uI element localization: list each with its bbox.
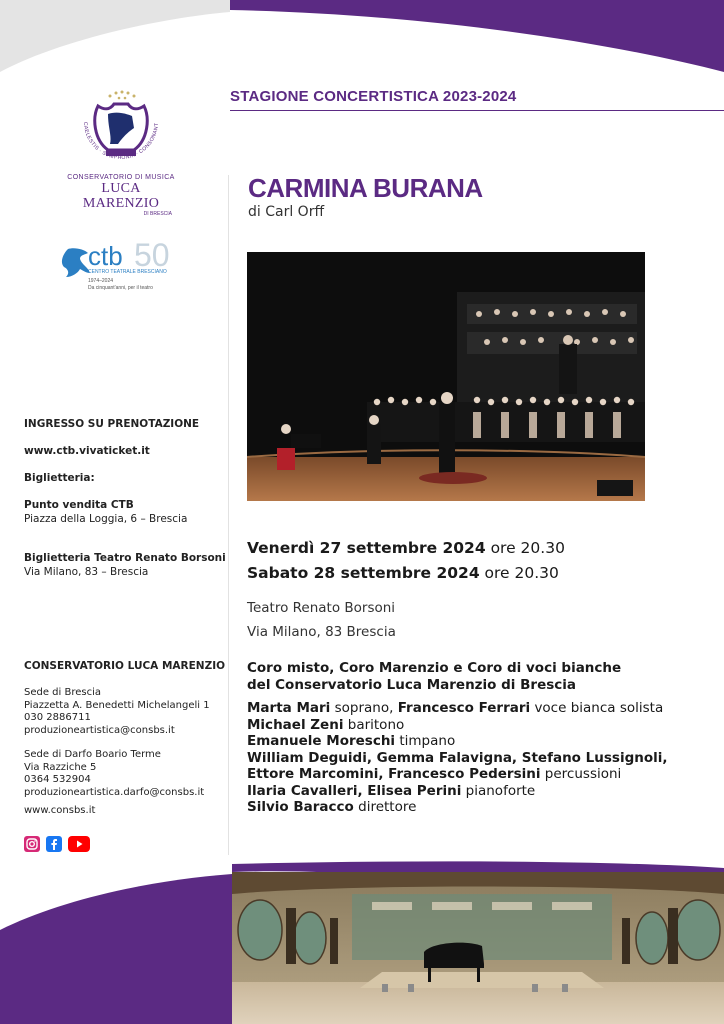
brescia-phone: 030 2886711 bbox=[24, 712, 91, 723]
venue-address: Via Milano, 83 Brescia bbox=[247, 624, 396, 640]
hall-photo bbox=[232, 872, 724, 1024]
date-1-time: ore 20.30 bbox=[490, 539, 565, 557]
contacts-heading: CONSERVATORIO LUCA MARENZIO bbox=[24, 660, 226, 672]
performers-list bbox=[247, 700, 717, 816]
darfo-label: Sede di Darfo Boario Terme bbox=[24, 749, 161, 760]
composer: di Carl Orff bbox=[248, 204, 325, 220]
darfo-contacts bbox=[24, 749, 204, 799]
performer-role: percussioni bbox=[544, 766, 622, 782]
performer-line bbox=[247, 717, 717, 734]
performer-role: pianoforte bbox=[465, 782, 536, 799]
ctb-name: ctb bbox=[88, 241, 123, 271]
choir-line-1: Coro misto, Coro Marenzio e Coro di voci bianche bbox=[247, 660, 622, 676]
box-office-label: Biglietteria: bbox=[24, 472, 95, 484]
performer-name: Ilaria Cavalleri, Elisea Perini bbox=[247, 782, 462, 799]
point1-address: Piazza della Loggia, 6 – Brescia bbox=[24, 512, 188, 525]
facebook-icon[interactable] bbox=[46, 836, 62, 852]
booking-website-link[interactable]: www.ctb.vivaticket.it bbox=[24, 445, 150, 457]
logo-line1: CONSERVATORIO DI MUSICA bbox=[67, 174, 175, 181]
performer-name: Ettore Marcomini, Francesco Pedersini bbox=[247, 766, 541, 782]
frescoed-hall-illustration bbox=[232, 872, 724, 1024]
performer-name: Michael Zeni bbox=[247, 716, 344, 733]
brescia-address: Piazzetta A. Benedetti Michelangeli 1 bbox=[24, 699, 210, 711]
date-line-1 bbox=[247, 539, 565, 557]
ctb-years: 1974–2024 bbox=[88, 278, 114, 284]
performer-role: timpano bbox=[399, 733, 456, 749]
point2-name: Biglietteria Teatro Renato Borsoni bbox=[24, 552, 226, 564]
performer-role: direttore bbox=[358, 799, 417, 815]
performer-line bbox=[247, 766, 717, 783]
concert-photo bbox=[247, 252, 645, 501]
date-2-day: Sabato 28 settembre 2024 bbox=[247, 564, 480, 582]
header-rule bbox=[230, 110, 724, 111]
darfo-address: Via Razziche 5 bbox=[24, 761, 97, 773]
performer-line bbox=[247, 799, 717, 816]
venue-name: Teatro Renato Borsoni bbox=[247, 600, 396, 616]
instagram-icon[interactable] bbox=[24, 836, 40, 852]
social-links bbox=[24, 836, 90, 852]
choir-line-2: del Conservatorio Luca Marenzio di Brescia bbox=[247, 677, 577, 693]
youtube-icon[interactable] bbox=[68, 836, 90, 852]
logo-arc-text: CAELESTIS · SYMPHONIA · CONSONANT bbox=[81, 121, 161, 162]
performer-name: William Deguidi, Gemma Falavigna, Stefano Lussignoli, bbox=[247, 749, 668, 766]
performer-line bbox=[247, 700, 717, 717]
logo-line2: LUCA MARENZIO bbox=[82, 181, 160, 211]
performer-name: Emanuele Moreschi bbox=[247, 733, 396, 749]
ctb-tagline: Da cinquant'anni, per il teatro bbox=[88, 285, 153, 291]
performer-line bbox=[247, 783, 717, 800]
ctb-logo bbox=[58, 237, 178, 295]
performer-line bbox=[247, 750, 717, 767]
performer-name: Francesco Ferrari bbox=[397, 700, 531, 716]
conservatorio-logo bbox=[62, 88, 180, 217]
darfo-phone: 0364 532904 bbox=[24, 774, 91, 785]
performer-name: Silvio Baracco bbox=[247, 799, 354, 815]
ctb-italy-map-icon bbox=[58, 247, 92, 279]
booking-heading: INGRESSO SU PRENOTAZIONE bbox=[24, 418, 200, 430]
performer-name: Marta Mari bbox=[247, 700, 331, 716]
point2-address: Via Milano, 83 – Brescia bbox=[24, 565, 149, 578]
concert-stage-illustration bbox=[247, 252, 645, 501]
box-office-point-1 bbox=[24, 499, 187, 526]
date-2-time: ore 20.30 bbox=[484, 564, 559, 582]
brescia-email-link[interactable]: produzioneartistica@consbs.it bbox=[24, 724, 175, 736]
brescia-label: Sede di Brescia bbox=[24, 687, 102, 698]
season-title: STAGIONE CONCERTISTICA 2023-2024 bbox=[230, 88, 517, 105]
ctb-anniversary: 50 bbox=[134, 237, 170, 273]
point1-name: Punto vendita CTB bbox=[24, 499, 134, 511]
box-office-point-2 bbox=[24, 552, 226, 579]
brescia-contacts bbox=[24, 687, 210, 737]
top-decorative-swoosh bbox=[0, 0, 724, 80]
performer-role: soprano, bbox=[334, 700, 394, 716]
date-line-2 bbox=[247, 564, 559, 582]
logo-line3: DI BRESCIA bbox=[143, 211, 172, 217]
ctb-subtitle: CENTRO TEATRALE BRESCIANO bbox=[88, 269, 167, 275]
lyre-lion-emblem-icon bbox=[62, 88, 180, 174]
performer-role: voce bianca solista bbox=[534, 700, 664, 716]
event-title: CARMINA BURANA bbox=[248, 173, 483, 203]
performer-role: baritono bbox=[347, 716, 405, 733]
conservatorio-website-link[interactable]: www.consbs.it bbox=[24, 805, 96, 816]
column-divider bbox=[228, 175, 229, 855]
date-1-day: Venerdì 27 settembre 2024 bbox=[247, 539, 486, 557]
darfo-email-link[interactable]: produzioneartistica.darfo@consbs.it bbox=[24, 786, 205, 798]
performer-line bbox=[247, 733, 717, 750]
choir-credit bbox=[247, 660, 707, 694]
